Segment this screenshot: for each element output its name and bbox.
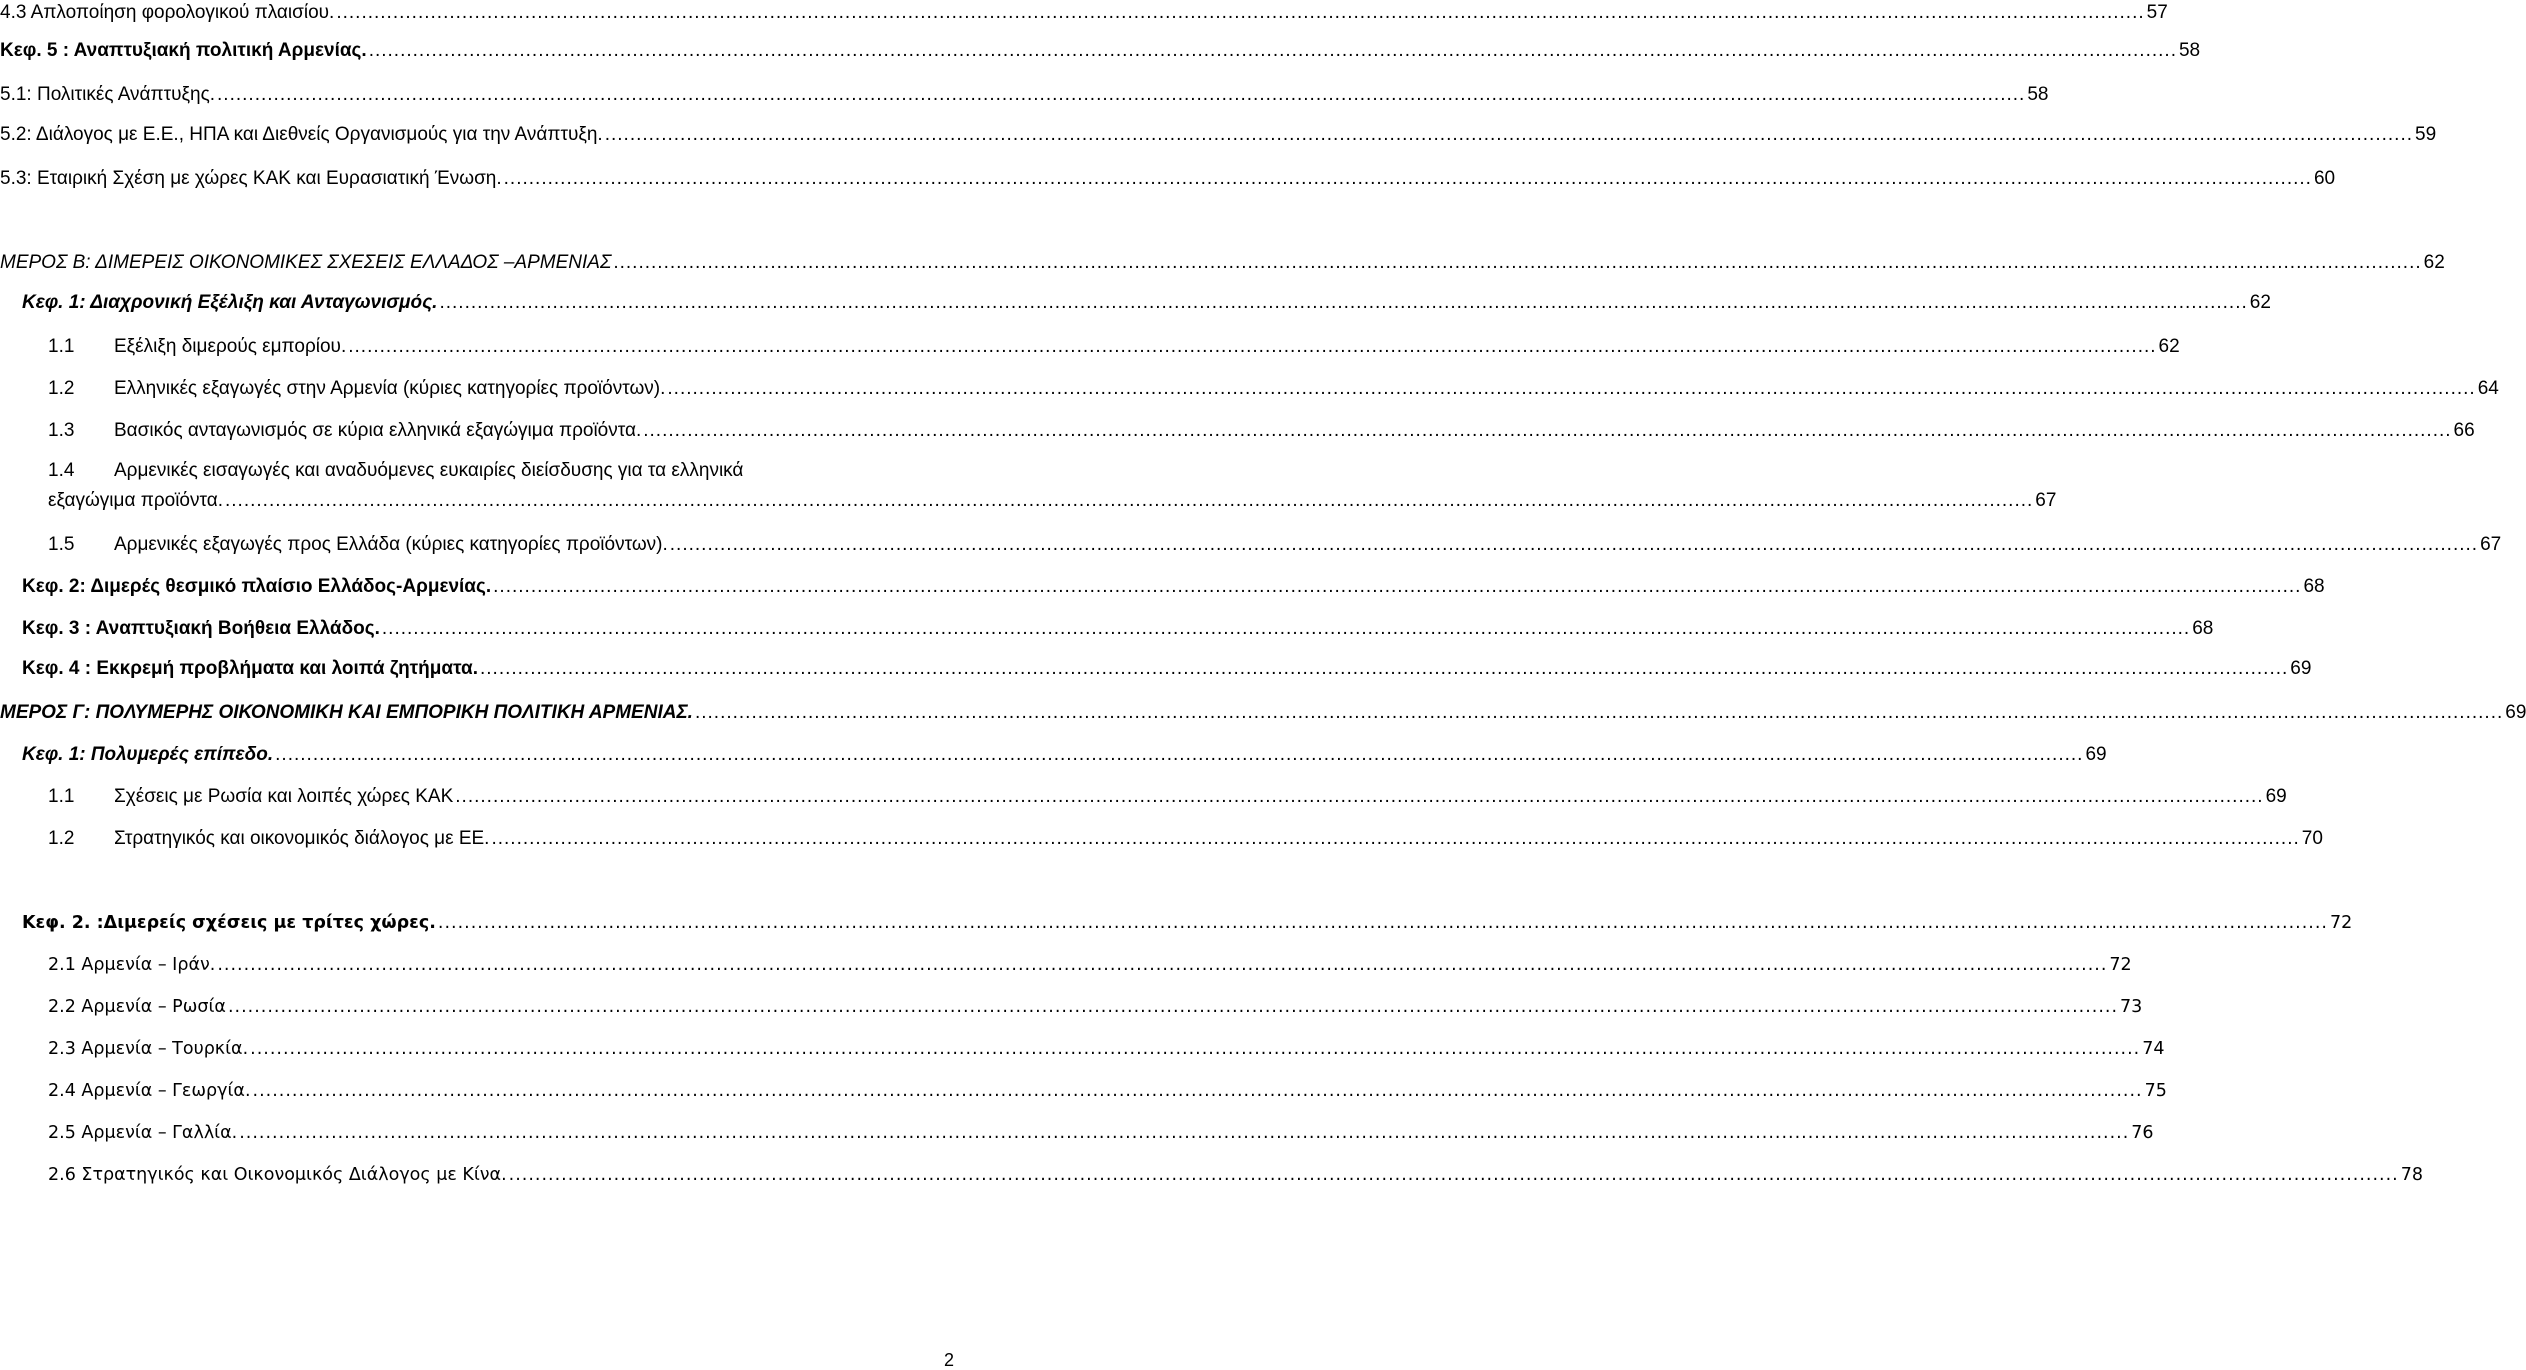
toc-entry-label: Κεφ. 2. :Διμερείς σχέσεις με τρίτες χώρες. bbox=[22, 913, 436, 933]
toc-entry-line2[interactable] bbox=[0, 490, 2057, 512]
leader-dots bbox=[369, 40, 2177, 62]
leader-dots bbox=[670, 534, 2478, 556]
toc-entry-number: 1.4 bbox=[48, 460, 75, 481]
toc-entry-number: 1.2 bbox=[48, 828, 75, 849]
toc-entry-label: Σχέσεις με Ρωσία και λοιπές χώρες ΚΑΚ bbox=[114, 786, 454, 807]
leader-dots bbox=[228, 996, 2118, 1018]
toc-page-number: 68 bbox=[2192, 618, 2214, 639]
toc-page-number: 72 bbox=[2329, 913, 2353, 933]
leader-dots bbox=[217, 954, 2107, 976]
toc-entry[interactable] bbox=[0, 168, 2336, 190]
toc-entry-label: Κεφ. 1: Διαχρονική Εξέλιξη και Ανταγωνισμός. bbox=[22, 292, 438, 313]
leader-dots bbox=[275, 744, 2083, 766]
toc-entry-label: 2.2 Αρμενία – Ρωσία bbox=[48, 997, 226, 1017]
toc-page-number: 69 bbox=[2265, 786, 2287, 807]
leader-dots bbox=[336, 2, 2144, 24]
toc-entry-number: 1.1 bbox=[48, 336, 75, 357]
toc-page-number: 57 bbox=[2146, 2, 2168, 23]
leader-dots bbox=[250, 1038, 2140, 1060]
toc-entry[interactable] bbox=[0, 996, 2143, 1018]
toc-entry-label: Βασικός ανταγωνισμός σε κύρια ελληνικά εξαγώγιμα προϊόντα. bbox=[114, 420, 642, 441]
toc-page-number: 58 bbox=[2178, 40, 2201, 61]
leader-dots bbox=[253, 1080, 2143, 1102]
toc-entry-label: 5.3: Εταιρική Σχέση με χώρες ΚΑΚ και Ευρασιατική Ένωση. bbox=[0, 168, 502, 189]
toc-entry[interactable] bbox=[0, 954, 2132, 976]
toc-entry-label: Κεφ. 4 : Εκκρεμή προβλήματα και λοιπά ζητήματα. bbox=[22, 658, 478, 679]
toc-page-number: 59 bbox=[2415, 124, 2437, 145]
toc-page-number: 62 bbox=[2423, 252, 2445, 273]
toc-entry-label: 2.4 Αρμενία – Γεωργία. bbox=[48, 1081, 251, 1101]
toc-chapter-heading[interactable] bbox=[0, 744, 2107, 766]
leader-dots bbox=[455, 786, 2263, 808]
leader-dots bbox=[439, 292, 2247, 314]
toc-entry-label: Κεφ. 5 : Αναπτυξιακή πολιτική Αρμενίας. bbox=[0, 40, 367, 61]
toc-chapter-heading[interactable] bbox=[0, 912, 2353, 934]
toc-page-number: 72 bbox=[2109, 955, 2132, 975]
toc-page-number: 75 bbox=[2144, 1081, 2167, 1101]
toc-entry-label: Κεφ. 2: Διμερές θεσμικό πλαίσιο Ελλάδος-Αρμενίας. bbox=[22, 576, 492, 597]
toc-entry[interactable] bbox=[0, 336, 2180, 358]
toc-entry[interactable] bbox=[0, 378, 2499, 400]
toc-page-number: 69 bbox=[2290, 658, 2312, 679]
toc-part-heading[interactable] bbox=[0, 252, 2445, 274]
toc-chapter-heading[interactable] bbox=[0, 658, 2312, 680]
leader-dots bbox=[382, 618, 2190, 640]
toc-page-number: 76 bbox=[2131, 1123, 2154, 1143]
toc-entry[interactable] bbox=[0, 828, 2323, 850]
toc-entry-label: Αρμενικές εισαγωγές και αναδυόμενες ευκαιρίες διείσδυσης για τα ελληνικά bbox=[114, 460, 744, 481]
toc-entry-label: 2.1 Αρμενία – Ιράν. bbox=[48, 955, 216, 975]
toc-entry-number: 1.2 bbox=[48, 378, 75, 399]
toc-chapter-heading[interactable] bbox=[0, 576, 2325, 598]
leader-dots bbox=[504, 168, 2312, 190]
toc-entry[interactable] bbox=[0, 1038, 2165, 1060]
toc-entry-label: 2.3 Αρμενία – Τουρκία. bbox=[48, 1039, 249, 1059]
leader-dots bbox=[605, 124, 2413, 146]
page-number: 2 bbox=[944, 1350, 955, 1370]
toc-entry[interactable] bbox=[0, 2, 2168, 24]
toc-entry-label: Κεφ. 1: Πολυμερές επίπεδο. bbox=[22, 744, 274, 765]
toc-page-number: 62 bbox=[2158, 336, 2180, 357]
toc-entry[interactable] bbox=[0, 124, 2437, 146]
toc-entry[interactable] bbox=[0, 534, 2502, 556]
toc-entry-label: Κεφ. 3 : Αναπτυξιακή Βοήθεια Ελλάδος. bbox=[22, 618, 380, 639]
toc-page-number: 66 bbox=[2453, 420, 2475, 441]
toc-entry-label: 4.3 Απλοποίηση φορολογικού πλαισίου. bbox=[0, 2, 335, 23]
leader-dots bbox=[667, 378, 2475, 400]
leader-dots bbox=[480, 658, 2288, 680]
toc-page-number: 62 bbox=[2249, 292, 2271, 313]
leader-dots bbox=[613, 252, 2421, 274]
toc-page-number: 69 bbox=[2085, 744, 2107, 765]
toc-page-number: 68 bbox=[2303, 576, 2325, 597]
toc-entry-number: 1.3 bbox=[48, 420, 75, 441]
toc-part-heading[interactable] bbox=[0, 702, 2526, 724]
toc-entry[interactable] bbox=[0, 1080, 2167, 1102]
toc-page-number: 67 bbox=[2480, 534, 2502, 555]
toc-entry[interactable] bbox=[0, 40, 2201, 62]
toc-entry-line1[interactable] bbox=[0, 460, 960, 482]
toc-chapter-heading[interactable] bbox=[0, 292, 2271, 314]
toc-entry-label: ΜΕΡΟΣ Γ: ΠΟΛΥΜΕΡΗΣ ΟΙΚΟΝΟΜΙΚΗ ΚΑΙ ΕΜΠΟΡΙΚΗ ΠΟΛΙΤΙΚΗ ΑΡΜΕΝΙΑΣ. bbox=[0, 702, 693, 723]
toc-entry-number: 1.5 bbox=[48, 534, 75, 555]
toc-entry-number: 1.1 bbox=[48, 786, 75, 807]
leader-dots bbox=[695, 702, 2503, 724]
toc-page-number: 74 bbox=[2142, 1039, 2165, 1059]
toc-entry-label: Εξέλιξη διμερούς εμπορίου. bbox=[114, 336, 347, 357]
toc-page-number: 70 bbox=[2301, 828, 2323, 849]
toc-entry[interactable] bbox=[0, 1164, 2424, 1186]
toc-entry-label: Στρατηγικός και οικονομικός διάλογος με ΕΕ. bbox=[114, 828, 490, 849]
toc-entry-label: Ελληνικές εξαγωγές στην Αρμενία (κύριες κατηγορίες προϊόντων). bbox=[114, 378, 666, 399]
toc-entry-label: Αρμενικές εξαγωγές προς Ελλάδα (κύριες κατηγορίες προϊόντων). bbox=[114, 534, 668, 555]
leader-dots bbox=[509, 1164, 2399, 1186]
toc-entry[interactable] bbox=[0, 84, 2049, 106]
leader-dots bbox=[493, 576, 2301, 598]
toc-page-number: 73 bbox=[2120, 997, 2143, 1017]
leader-dots bbox=[491, 828, 2299, 850]
toc-entry-label: 5.2: Διάλογος με Ε.Ε., ΗΠΑ και Διεθνείς Οργανισμούς για την Ανάπτυξη. bbox=[0, 124, 603, 145]
leader-dots bbox=[348, 336, 2156, 358]
toc-entry-label-cont: εξαγώγιμα προϊόντα. bbox=[48, 490, 223, 511]
leader-dots bbox=[438, 912, 2328, 934]
leader-dots bbox=[643, 420, 2451, 442]
toc-page-number: 64 bbox=[2477, 378, 2499, 399]
toc-entry-label: 2.5 Αρμενία – Γαλλία. bbox=[48, 1123, 238, 1143]
toc-chapter-heading[interactable] bbox=[0, 618, 2214, 640]
toc-entry[interactable] bbox=[0, 1122, 2154, 1144]
toc-page-number: 58 bbox=[2027, 84, 2049, 105]
toc-page-number: 78 bbox=[2400, 1165, 2424, 1185]
leader-dots bbox=[217, 84, 2025, 106]
toc-page-number: 67 bbox=[2035, 490, 2057, 511]
toc-entry[interactable] bbox=[0, 786, 2287, 808]
toc-entry[interactable] bbox=[0, 420, 2475, 442]
leader-dots bbox=[239, 1122, 2129, 1144]
toc-page-number: 69 bbox=[2505, 702, 2526, 723]
toc-entry-label: ΜΕΡΟΣ Β: ΔΙΜΕΡΕΙΣ ΟΙΚΟΝΟΜΙΚΕΣ ΣΧΕΣΕΙΣ ΕΛΛΑΔΟΣ –ΑΡΜΕΝΙΑΣ bbox=[0, 252, 612, 273]
leader-dots bbox=[225, 490, 2033, 512]
toc-page-number: 60 bbox=[2313, 168, 2336, 189]
toc-entry-label: 5.1: Πολιτικές Ανάπτυξης. bbox=[0, 84, 216, 105]
toc-entry-label: 2.6 Στρατηγικός και Οικονομικός Διάλογος με Κίνα. bbox=[48, 1165, 507, 1185]
